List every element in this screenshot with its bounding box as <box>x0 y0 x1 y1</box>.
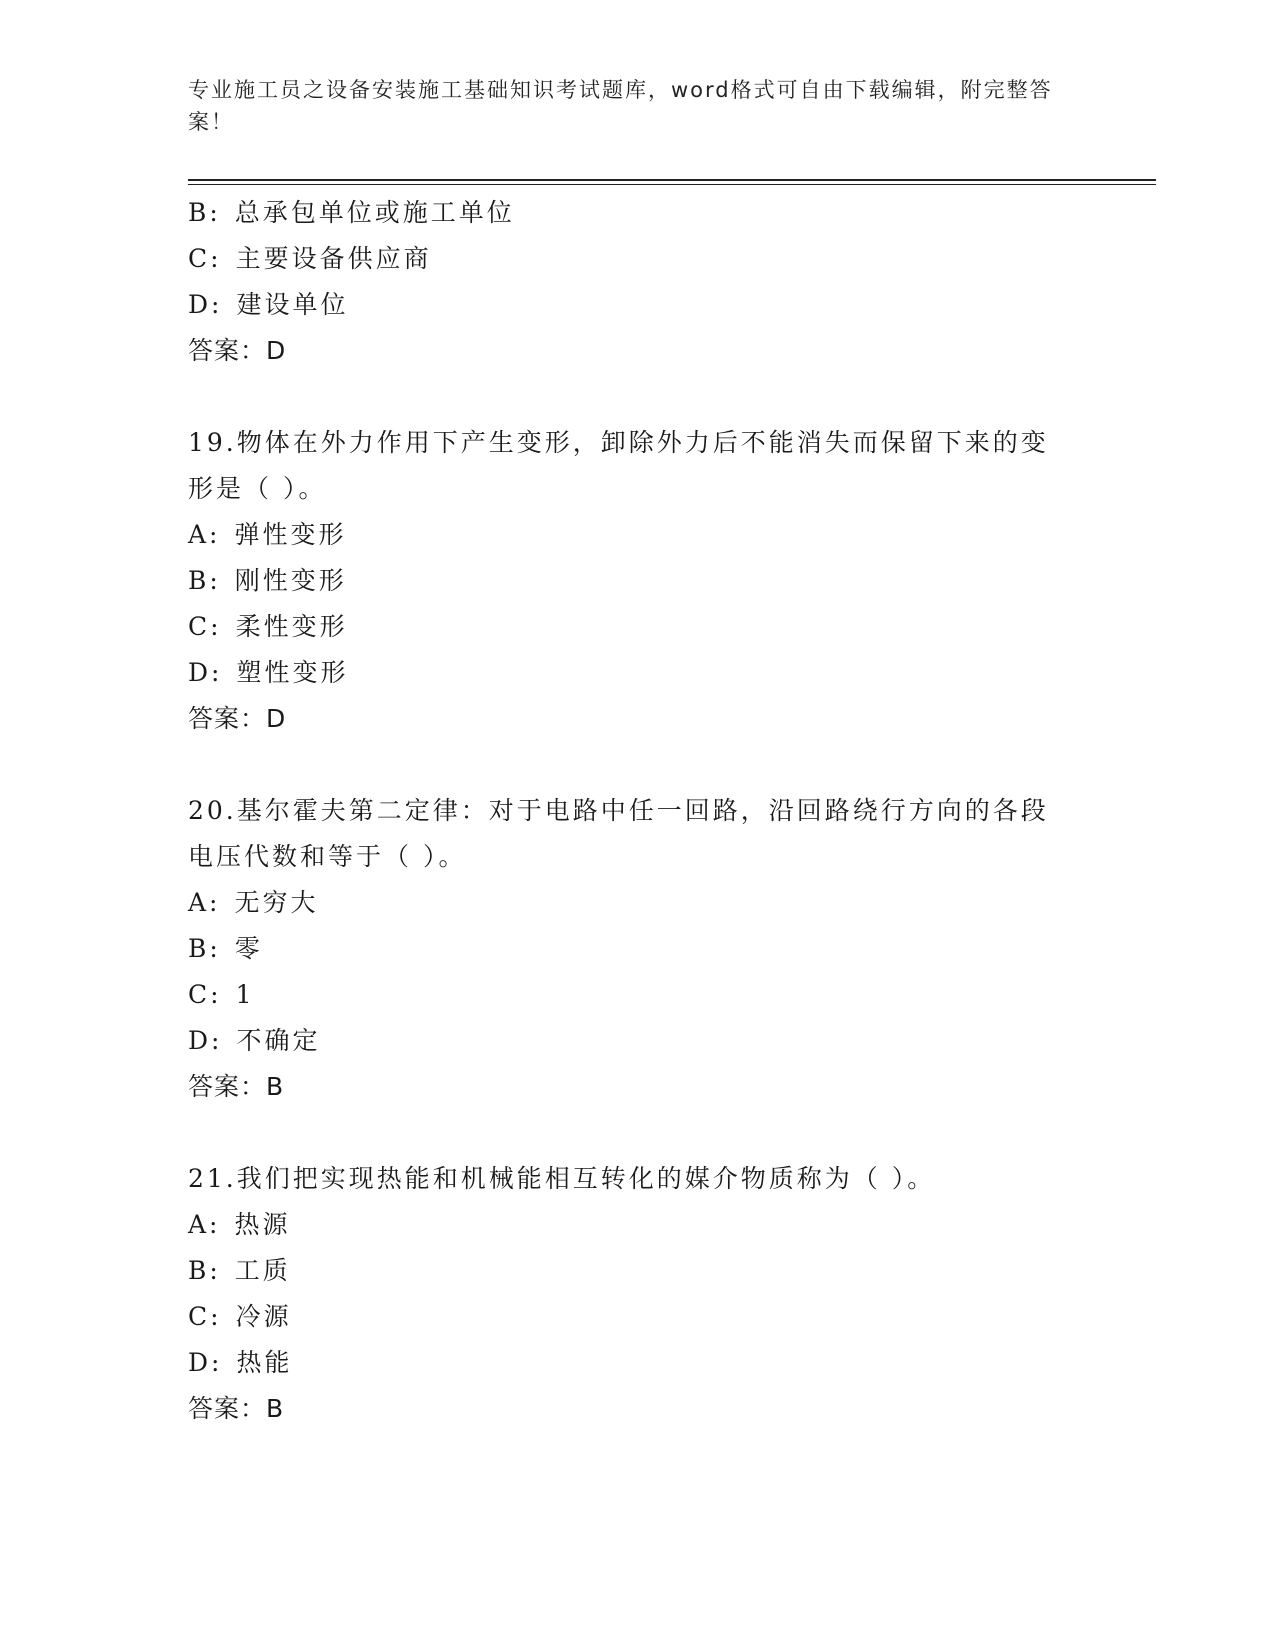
document-header: 专业施工员之设备安装施工基础知识考试题库，word格式可自由下载编辑，附完整答案！ <box>188 78 1053 134</box>
option-d: D: 建设单位 <box>188 290 349 319</box>
option-d: D: 塑性变形 <box>188 658 349 687</box>
answer: 答案：B <box>188 1072 285 1101</box>
header-divider-thin <box>188 184 1156 185</box>
option-d: D: 热能 <box>188 1348 293 1377</box>
answer: 答案：D <box>188 704 287 733</box>
option-b: B: 总承包单位或施工单位 <box>188 198 515 227</box>
question-stem: 21.我们把实现热能和机械能相互转化的媒介物质称为（ ）。 <box>188 1164 936 1193</box>
question-20 <box>188 788 1088 1110</box>
answer: 答案：D <box>188 336 287 365</box>
option-b: B: 工质 <box>188 1256 291 1285</box>
question-21 <box>188 1156 1088 1432</box>
partial-question <box>188 190 1088 374</box>
option-b: B: 刚性变形 <box>188 566 347 595</box>
option-d: D: 不确定 <box>188 1026 321 1055</box>
option-a: A: 热源 <box>188 1210 291 1239</box>
option-a: A: 无穷大 <box>188 888 319 917</box>
option-c: C: 柔性变形 <box>188 612 348 641</box>
option-c: C: 主要设备供应商 <box>188 244 432 273</box>
question-stem: 20.基尔霍夫第二定律：对于电路中任一回路，沿回路绕行方向的各段电压代数和等于（ ）。 <box>188 796 1049 871</box>
option-b: B: 零 <box>188 934 263 963</box>
question-stem: 19.物体在外力作用下产生变形，卸除外力后不能消失而保留下来的变形是（ ）。 <box>188 428 1049 503</box>
option-c: C: 1 <box>188 980 255 1009</box>
header-divider-thick <box>188 179 1156 181</box>
question-19 <box>188 420 1088 742</box>
question-list <box>188 190 1088 1432</box>
option-a: A: 弹性变形 <box>188 520 347 549</box>
answer: 答案：B <box>188 1394 285 1423</box>
option-c: C: 冷源 <box>188 1302 292 1331</box>
